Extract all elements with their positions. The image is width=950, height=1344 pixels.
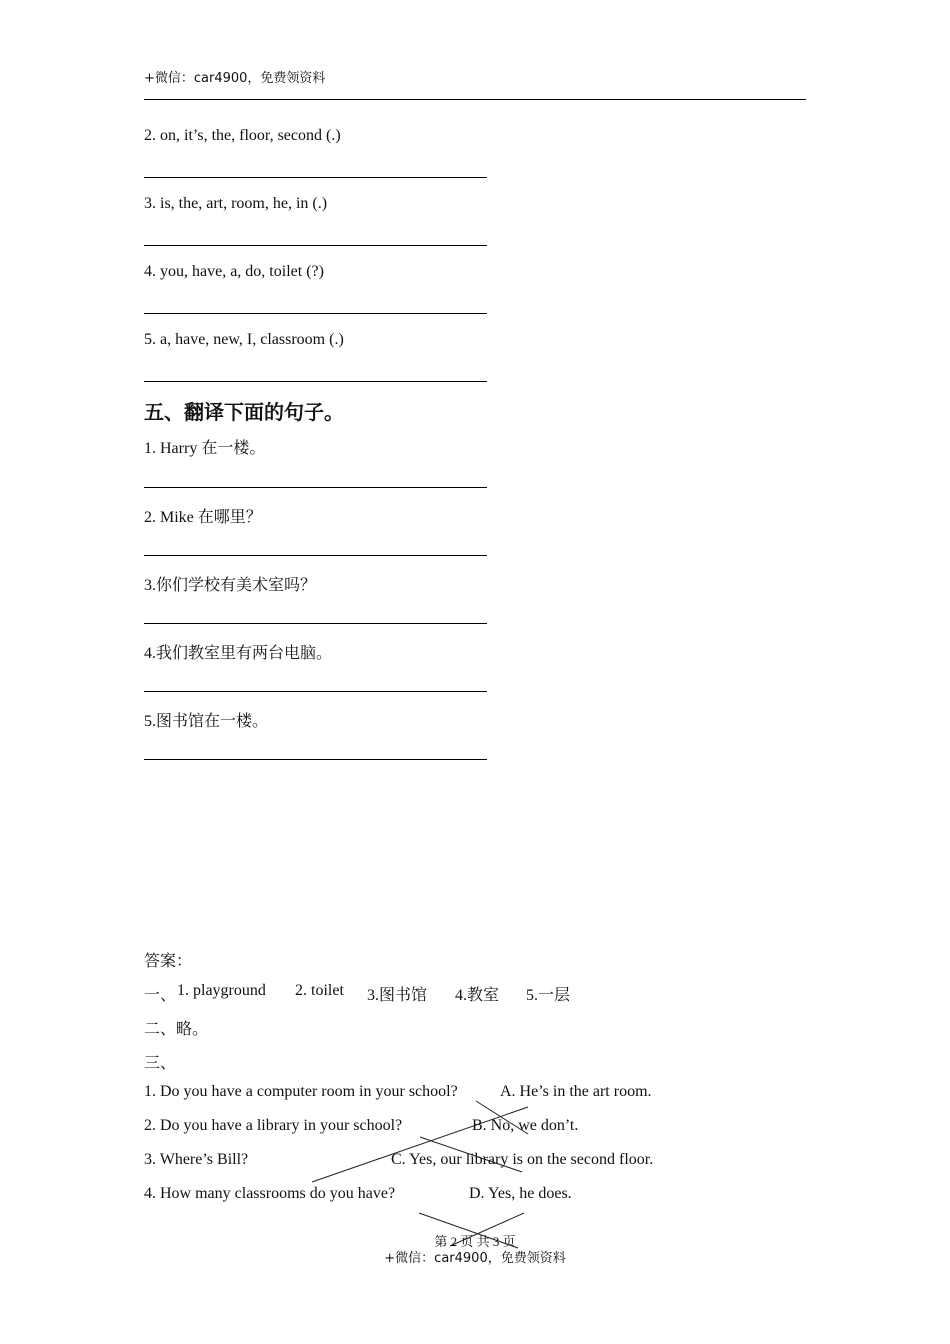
answer-1-2: 2. toilet: [295, 982, 344, 999]
match-question-2: 2. Do you have a library in your school?: [144, 1117, 403, 1134]
translate-item-2: 2. Mike 在哪里？: [144, 509, 262, 526]
answer-1-3: 3.图书馆: [367, 987, 428, 1004]
match-answer-b: B. No, we don’t.: [472, 1117, 579, 1134]
page-footer: +微信：car4900，免费领资料: [384, 1251, 566, 1266]
answer-1-4: 4.教室: [455, 987, 500, 1004]
match-answer-c: C. Yes, our library is on the second floor.: [391, 1151, 654, 1168]
translate-item-1: 1. Harry 在一楼。: [144, 440, 266, 457]
reorder-item-2: 2. on, it’s, the, floor, second (.): [144, 127, 341, 144]
match-answer-d: D. Yes, he does.: [469, 1185, 572, 1202]
section-five-title: 五、翻译下面的句子。: [144, 400, 344, 424]
answer-1-1: 1. playground: [177, 982, 266, 999]
match-question-4: 4. How many classrooms do you have?: [144, 1185, 396, 1202]
answer-1-5: 5.一层: [526, 987, 571, 1004]
reorder-item-5: 5. a, have, new, I, classroom (.): [144, 331, 344, 348]
match-question-1: 1. Do you have a computer room in your school?: [144, 1083, 458, 1100]
match-line: [312, 1107, 528, 1182]
translate-item-3: 3.你们学校有美术室吗？: [144, 577, 317, 594]
translate-item-4: 4.我们教室里有两台电脑。: [144, 645, 333, 662]
answers-part1-prefix: 一、: [144, 987, 177, 1004]
answers-part3-title: 三、: [144, 1055, 177, 1072]
reorder-item-3: 3. is, the, art, room, he, in (.): [144, 195, 328, 212]
page-number: 第 2 页 共 3 页: [434, 1234, 516, 1249]
match-line: [476, 1101, 528, 1134]
answers-part2: 二、略。: [144, 1021, 209, 1038]
page-header: +微信：car4900，免费领资料: [144, 71, 326, 86]
translate-item-5: 5.图书馆在一楼。: [144, 713, 269, 730]
answers-title: 答案：: [144, 953, 193, 970]
match-question-3: 3. Where’s Bill?: [144, 1151, 249, 1168]
match-line: [420, 1137, 522, 1172]
reorder-item-4: 4. you, have, a, do, toilet (?): [144, 263, 324, 280]
match-answer-a: A. He’s in the art room.: [500, 1083, 652, 1100]
